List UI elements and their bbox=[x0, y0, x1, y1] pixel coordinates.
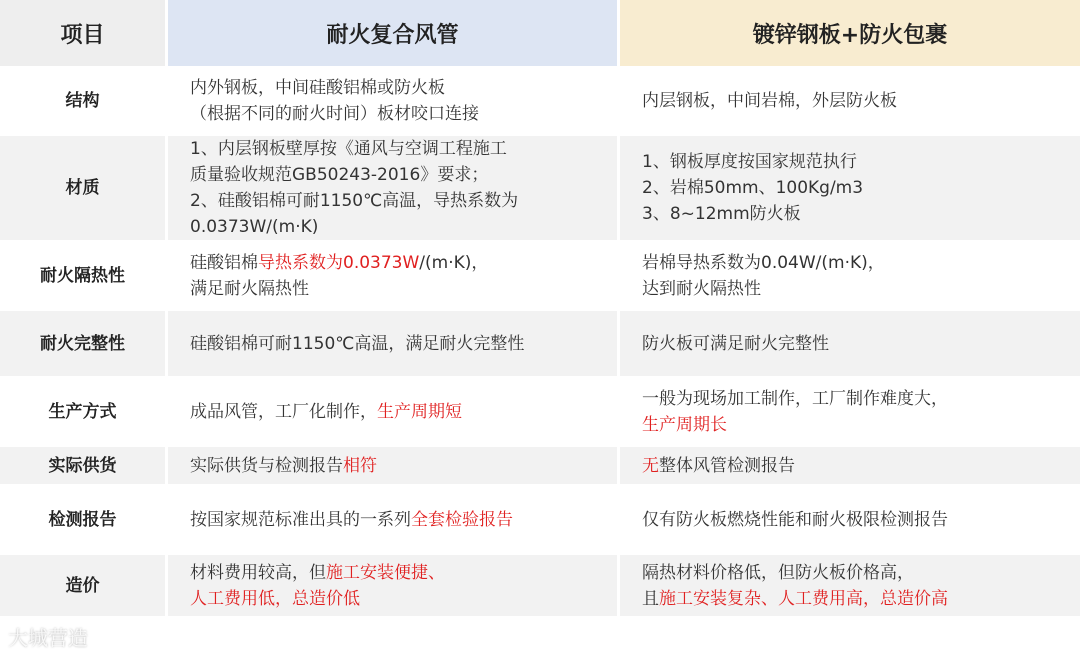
highlight-text: 全套检验报告 bbox=[411, 509, 513, 530]
cell-fire-resistant-duct bbox=[168, 379, 620, 447]
cell-line bbox=[190, 560, 601, 586]
header-row bbox=[0, 0, 1080, 69]
highlight-text: 生产周期长 bbox=[642, 414, 727, 435]
cell-line bbox=[642, 412, 1064, 438]
table-row bbox=[0, 136, 1080, 243]
highlight-text: 施工安装便捷、 bbox=[326, 562, 445, 583]
highlight-text: 人工费用低，总造价低 bbox=[190, 588, 360, 609]
cell-text: 整体风管检测报告 bbox=[659, 455, 795, 476]
cell-fire-resistant-duct bbox=[168, 136, 620, 243]
cell-text: 且 bbox=[642, 588, 659, 609]
cell-text: 满足耐火隔热性 bbox=[190, 278, 309, 299]
cell-line bbox=[642, 175, 1064, 201]
cell-line bbox=[642, 507, 1064, 533]
highlight-text: 施工安装复杂、人工费用高，总造价高 bbox=[659, 588, 948, 609]
table-row bbox=[0, 311, 1080, 379]
cell-text: 实际供货与检测报告 bbox=[190, 455, 343, 476]
table-row bbox=[0, 69, 1080, 136]
cell-text: 隔热材料价格低，但防火板价格高， bbox=[642, 562, 914, 583]
cell-fire-resistant-duct bbox=[168, 555, 620, 619]
cell-text: （根据不同的耐火时间）板材咬口连接 bbox=[190, 104, 479, 124]
cell-text: 一般为现场加工制作，工厂制作难度大， bbox=[642, 388, 948, 409]
cell-fire-resistant-duct bbox=[168, 487, 620, 555]
cell-line bbox=[190, 188, 601, 214]
highlight-text: 导热系数为0.0373W bbox=[258, 252, 420, 273]
cell-line bbox=[642, 560, 1064, 586]
cell-line bbox=[642, 201, 1064, 227]
cell-text: 仅有防火板燃烧性能和耐火极限检测报告 bbox=[642, 509, 948, 530]
cell-line bbox=[642, 586, 1064, 612]
cell-text: 岩棉导热系数为0.04W/(m·K)， bbox=[642, 252, 885, 273]
cell-line bbox=[190, 75, 601, 101]
highlight-text: 无 bbox=[642, 455, 659, 476]
header-item: 项目 bbox=[0, 0, 168, 69]
row-label: 检测报告 bbox=[0, 487, 168, 555]
watermark: 大城营造 bbox=[8, 626, 88, 650]
cell-line bbox=[642, 88, 1064, 114]
table-row bbox=[0, 243, 1080, 311]
cell-line bbox=[190, 250, 601, 276]
cell-line bbox=[642, 250, 1064, 276]
cell-line bbox=[190, 162, 601, 188]
cell-text: 内层钢板，中间岩棉，外层防火板 bbox=[642, 91, 897, 111]
cell-text: 材料费用较高，但 bbox=[190, 562, 326, 583]
table-row bbox=[0, 487, 1080, 555]
cell-line bbox=[190, 214, 601, 240]
cell-fire-resistant-duct bbox=[168, 243, 620, 311]
cell-galvanized-steel bbox=[620, 136, 1080, 243]
table-row bbox=[0, 555, 1080, 619]
cell-galvanized-steel bbox=[620, 447, 1080, 487]
cell-text: 成品风管，工厂化制作， bbox=[190, 401, 377, 422]
cell-line bbox=[642, 331, 1064, 357]
cell-galvanized-steel bbox=[620, 69, 1080, 136]
table-row bbox=[0, 447, 1080, 487]
row-label: 生产方式 bbox=[0, 379, 168, 447]
cell-line bbox=[642, 453, 1064, 479]
row-label: 耐火完整性 bbox=[0, 311, 168, 379]
cell-text: 1、内层钢板壁厚按《通风与空调工程施工 bbox=[190, 139, 507, 159]
cell-galvanized-steel bbox=[620, 555, 1080, 619]
cell-text: 硅酸铝棉 bbox=[190, 252, 258, 273]
highlight-text: 相符 bbox=[343, 455, 377, 476]
cell-line bbox=[190, 101, 601, 127]
cell-text: 0.0373W/(m·K) bbox=[190, 217, 319, 237]
cell-fire-resistant-duct bbox=[168, 69, 620, 136]
cell-line bbox=[642, 276, 1064, 302]
row-label: 结构 bbox=[0, 69, 168, 136]
cell-galvanized-steel bbox=[620, 487, 1080, 555]
cell-text: 内外钢板，中间硅酸铝棉或防火板 bbox=[190, 78, 445, 98]
header-galvanized-steel: 镀锌钢板+防火包裹 bbox=[620, 0, 1080, 69]
cell-galvanized-steel bbox=[620, 379, 1080, 447]
cell-line bbox=[190, 331, 601, 357]
cell-galvanized-steel bbox=[620, 243, 1080, 311]
cell-line bbox=[642, 386, 1064, 412]
cell-text: 质量验收规范GB50243-2016》要求； bbox=[190, 165, 489, 185]
cell-line bbox=[642, 149, 1064, 175]
cell-text: 按国家规范标准出具的一系列 bbox=[190, 509, 411, 530]
row-label: 耐火隔热性 bbox=[0, 243, 168, 311]
cell-text: /(m·K)， bbox=[419, 252, 489, 273]
cell-text: 2、硅酸铝棉可耐1150℃高温，导热系数为 bbox=[190, 191, 519, 211]
cell-text: 硅酸铝棉可耐1150℃高温，满足耐火完整性 bbox=[190, 333, 525, 354]
cell-galvanized-steel bbox=[620, 311, 1080, 379]
cell-fire-resistant-duct bbox=[168, 311, 620, 379]
cell-text: 2、岩棉50mm、100Kg/m3 bbox=[642, 178, 864, 198]
cell-text: 防火板可满足耐火完整性 bbox=[642, 333, 829, 354]
cell-line bbox=[190, 453, 601, 479]
cell-text: 1、钢板厚度按国家规范执行 bbox=[642, 152, 857, 172]
cell-text: 达到耐火隔热性 bbox=[642, 278, 761, 299]
cell-line bbox=[190, 586, 601, 612]
header-fire-resistant-duct: 耐火复合风管 bbox=[168, 0, 620, 69]
highlight-text: 生产周期短 bbox=[377, 401, 462, 422]
cell-text: 3、8~12mm防火板 bbox=[642, 204, 801, 224]
table-row bbox=[0, 379, 1080, 447]
cell-line bbox=[190, 136, 601, 162]
cell-line bbox=[190, 507, 601, 533]
cell-fire-resistant-duct bbox=[168, 447, 620, 487]
row-label: 造价 bbox=[0, 555, 168, 619]
row-label: 实际供货 bbox=[0, 447, 168, 487]
cell-line bbox=[190, 399, 601, 425]
row-label: 材质 bbox=[0, 136, 168, 243]
cell-line bbox=[190, 276, 601, 302]
